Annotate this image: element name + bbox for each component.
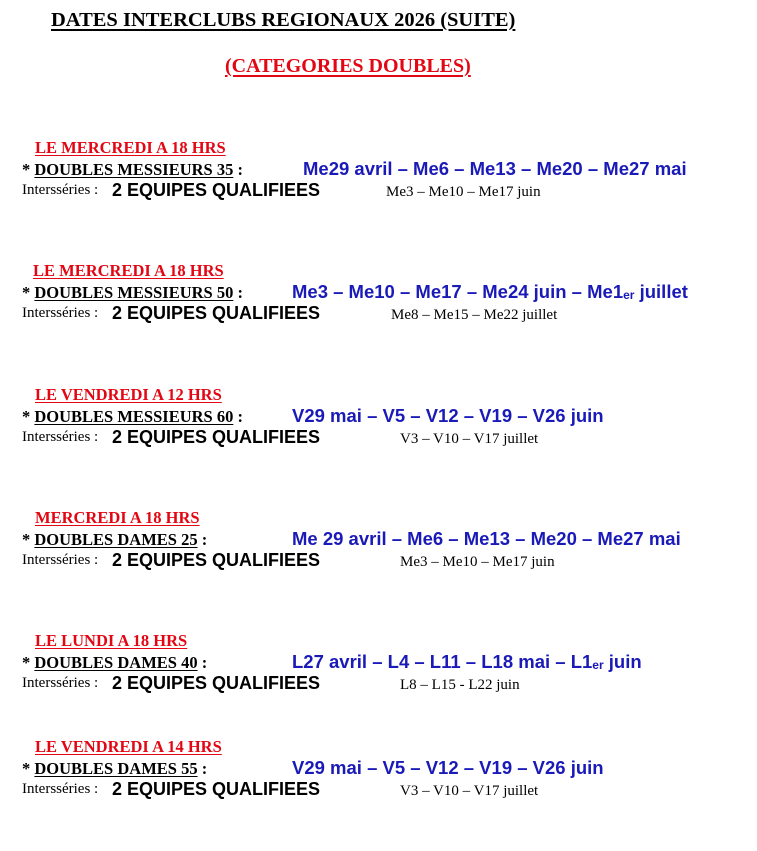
- interseries-label: Intersséries :: [22, 781, 99, 797]
- interseries-dates: Me3 – Me10 – Me17 juin: [400, 554, 555, 570]
- section-doubles-messieurs-50: [0, 261, 757, 341]
- category-line: [22, 530, 207, 550]
- match-dates: V29 mai – V5 – V12 – V19 – V26 juin: [292, 757, 604, 778]
- category-line: [22, 759, 207, 779]
- section-doubles-dames-55: [0, 737, 757, 817]
- bullet-star: *: [22, 407, 35, 426]
- interseries-label: Intersséries :: [22, 675, 99, 691]
- category-line: [22, 407, 243, 427]
- interseries-label: Intersséries :: [22, 305, 99, 321]
- interseries-label: Intersséries :: [22, 182, 99, 198]
- category-colon: :: [197, 759, 208, 778]
- match-dates: V29 mai – V5 – V12 – V19 – V26 juin: [292, 405, 604, 426]
- match-dates-ordinal: er: [592, 658, 604, 672]
- interseries-dates: V3 – V10 – V17 juillet: [400, 431, 539, 447]
- category-colon: :: [197, 653, 208, 672]
- category-name: DOUBLES MESSIEURS 50: [34, 283, 234, 302]
- category-name: DOUBLES MESSIEURS 60: [34, 407, 234, 426]
- category-line: [22, 653, 207, 673]
- match-dates-main: L27 avril – L4 – L11 – L18 mai – L1: [292, 651, 593, 672]
- section-doubles-dames-40: [0, 631, 757, 711]
- match-dates: Me29 avril – Me6 – Me13 – Me20 – Me27 mai: [303, 158, 687, 179]
- match-dates: [292, 651, 642, 673]
- qualified-teams: 2 EQUIPES QUALIFIEES: [112, 673, 321, 693]
- category-colon: :: [233, 160, 243, 179]
- interseries-label: Intersséries :: [22, 552, 99, 568]
- category-name: DOUBLES DAMES 40: [34, 653, 198, 672]
- interseries-dates: Me8 – Me15 – Me22 juillet: [391, 307, 558, 323]
- category-line: [22, 160, 243, 180]
- section-day: LE MERCREDI A 18 HRS: [35, 138, 226, 157]
- interseries-dates: L8 – L15 - L22 juin: [400, 677, 520, 693]
- category-colon: :: [233, 407, 243, 426]
- page-subtitle: (CATEGORIES DOUBLES): [225, 55, 471, 77]
- qualified-teams: 2 EQUIPES QUALIFIEES: [112, 303, 321, 323]
- bullet-star: *: [22, 653, 35, 672]
- match-dates-main: Me3 – Me10 – Me17 – Me24 juin – Me1: [292, 281, 624, 302]
- bullet-star: *: [22, 160, 35, 179]
- section-day: LE LUNDI A 18 HRS: [35, 631, 188, 650]
- match-dates: Me 29 avril – Me6 – Me13 – Me20 – Me27 mai: [292, 528, 681, 549]
- match-dates-ordinal: er: [623, 288, 635, 302]
- section-doubles-messieurs-60: [0, 385, 757, 465]
- section-day: LE VENDREDI A 12 HRS: [35, 385, 222, 404]
- interseries-dates: V3 – V10 – V17 juillet: [400, 783, 539, 799]
- section-doubles-messieurs-35: [0, 138, 757, 218]
- section-doubles-dames-25: [0, 508, 757, 588]
- bullet-star: *: [22, 759, 35, 778]
- category-colon: :: [197, 530, 208, 549]
- category-line: [22, 283, 243, 303]
- section-day: LE MERCREDI A 18 HRS: [33, 261, 224, 280]
- match-dates-tail: juin: [603, 651, 642, 672]
- category-colon: :: [233, 283, 243, 302]
- interseries-dates: Me3 – Me10 – Me17 juin: [386, 184, 541, 200]
- page-title: DATES INTERCLUBS REGIONAUX 2026 (SUITE): [51, 9, 516, 31]
- match-dates: [292, 281, 688, 303]
- match-dates-tail: juillet: [634, 281, 688, 302]
- qualified-teams: 2 EQUIPES QUALIFIEES: [112, 550, 321, 570]
- qualified-teams: 2 EQUIPES QUALIFIEES: [112, 779, 321, 799]
- qualified-teams: 2 EQUIPES QUALIFIEES: [112, 427, 321, 447]
- category-name: DOUBLES MESSIEURS 35: [34, 160, 234, 179]
- category-name: DOUBLES DAMES 55: [34, 759, 198, 778]
- bullet-star: *: [22, 530, 35, 549]
- interseries-label: Intersséries :: [22, 429, 99, 445]
- qualified-teams: 2 EQUIPES QUALIFIEES: [112, 180, 321, 200]
- section-day: LE VENDREDI A 14 HRS: [35, 737, 222, 756]
- bullet-star: *: [22, 283, 35, 302]
- category-name: DOUBLES DAMES 25: [34, 530, 198, 549]
- section-day: MERCREDI A 18 HRS: [35, 508, 200, 527]
